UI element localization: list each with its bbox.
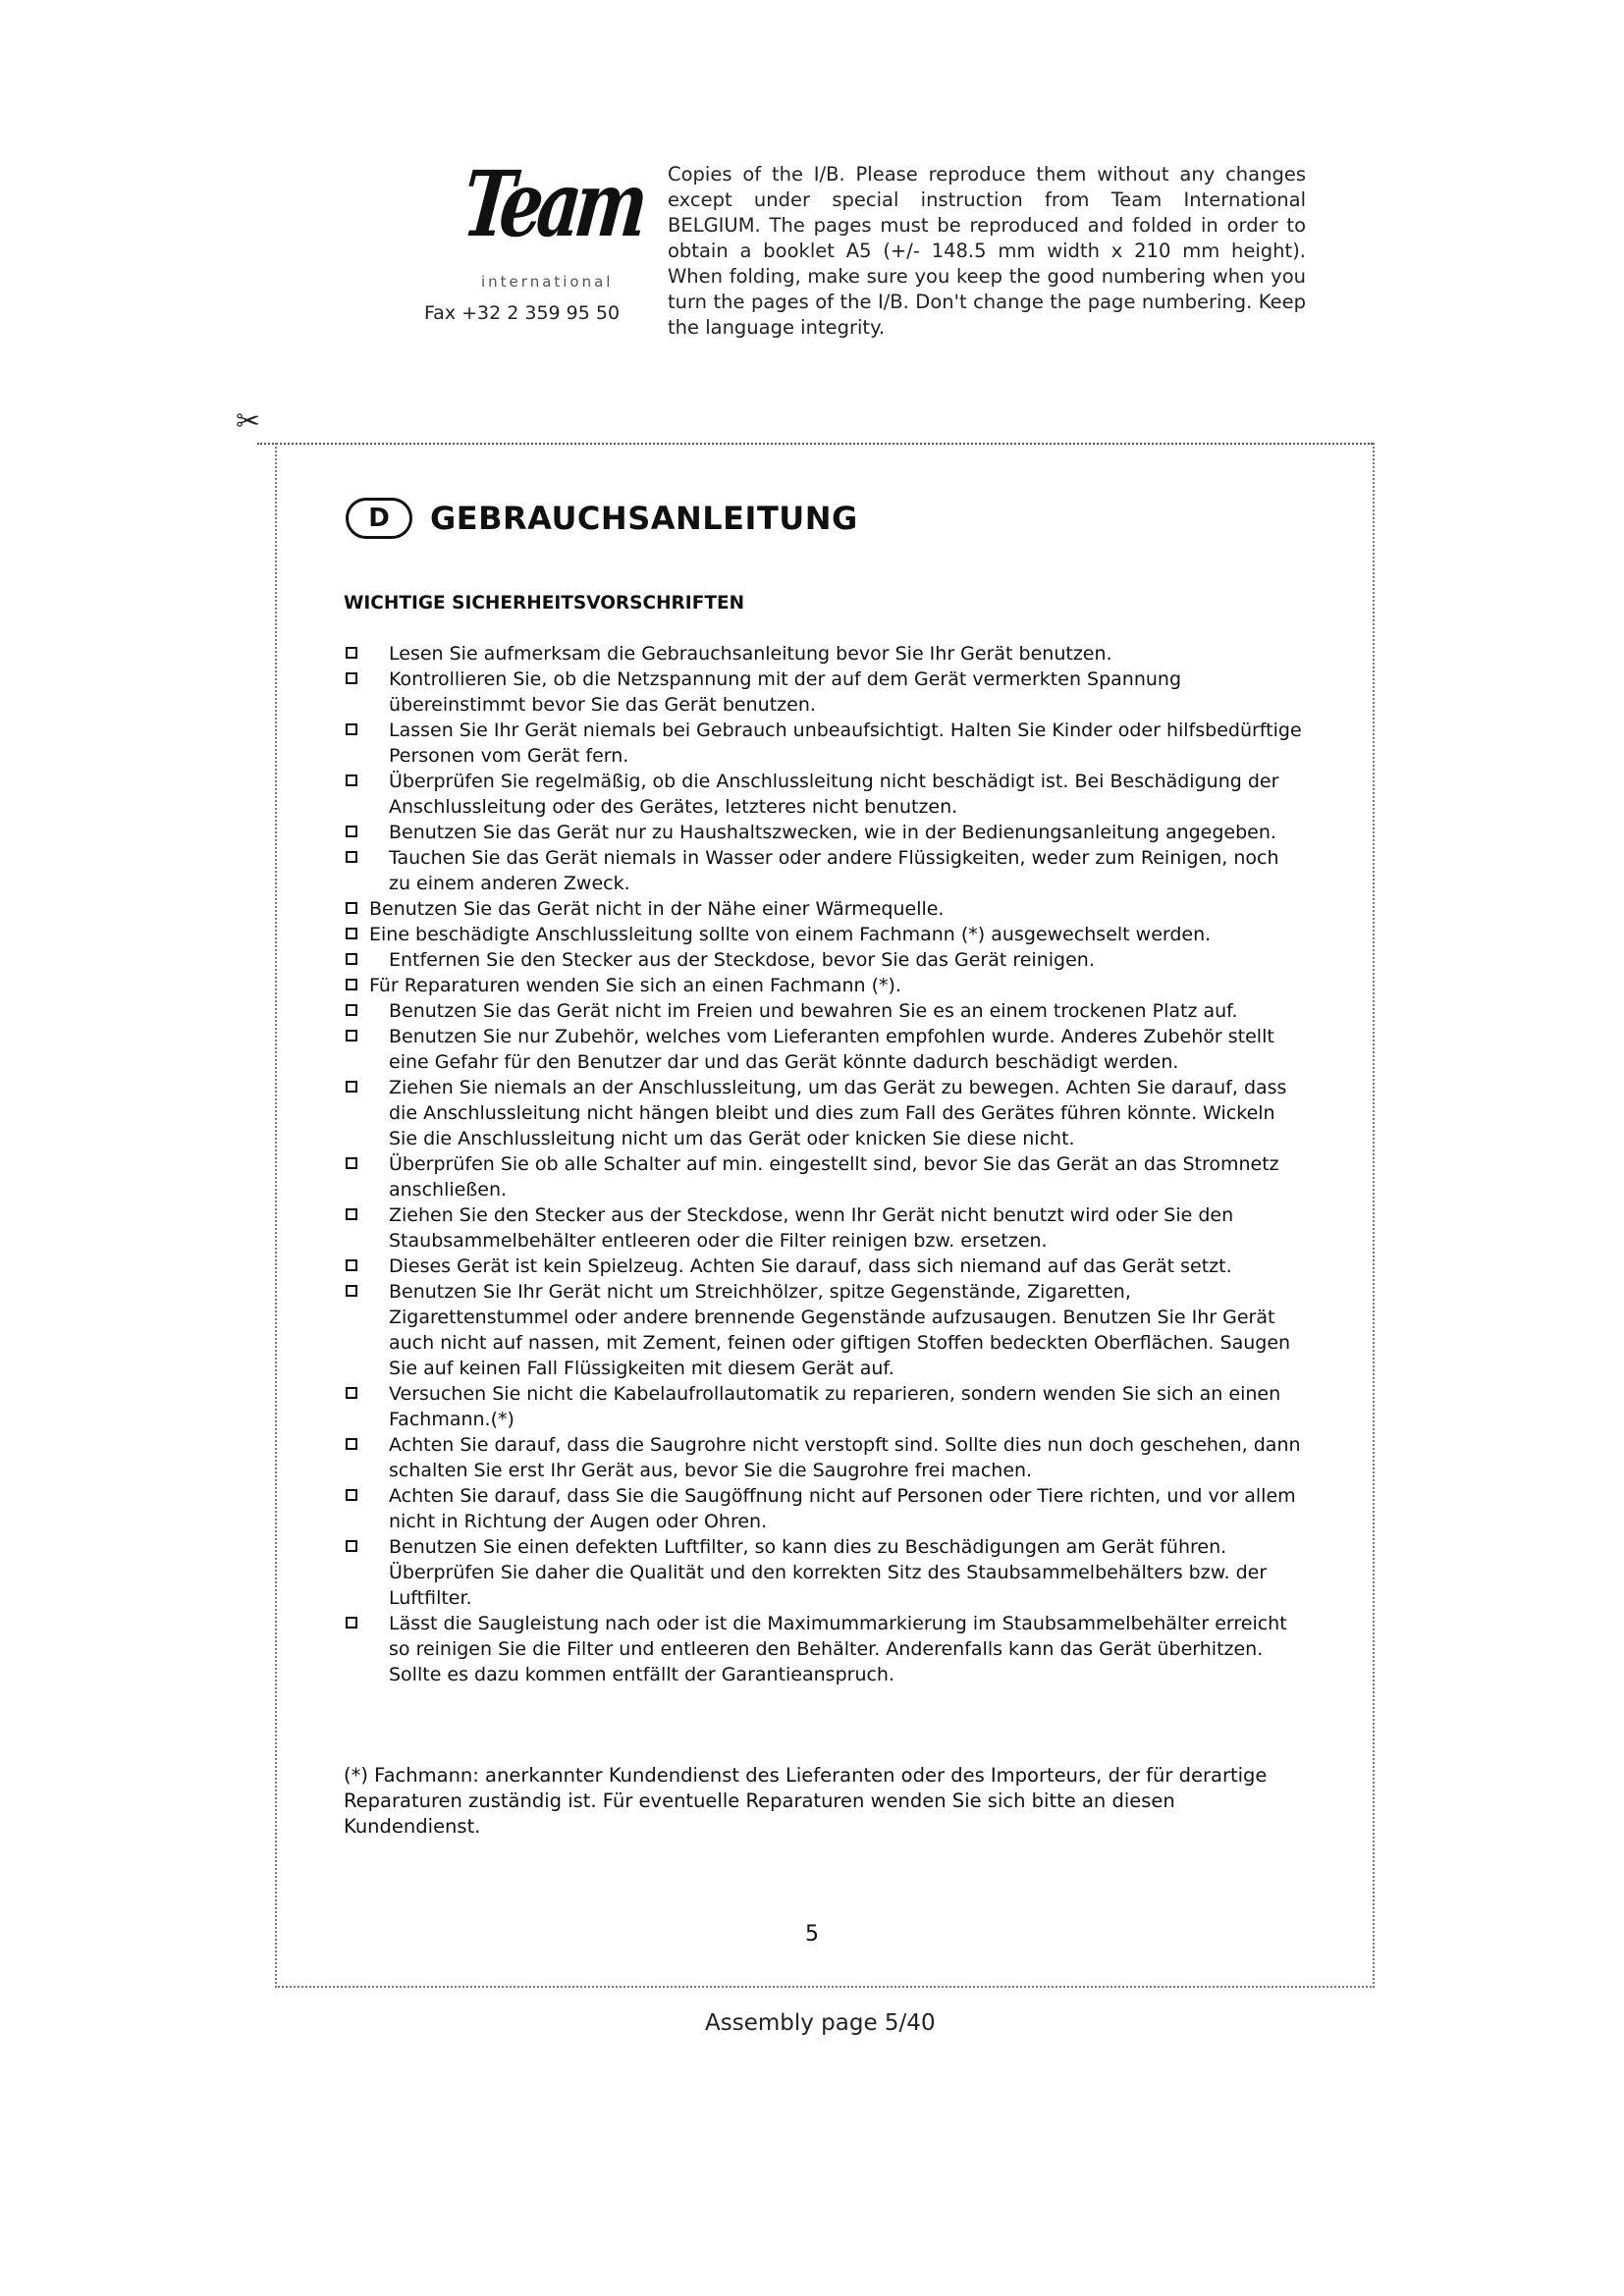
rule-text: Benutzen Sie Ihr Gerät nicht um Streichhölzer, spitze Gegenstände, Zigaretten, Zigarettenstummel oder andere brennende Gegenstände aufzusaugen. Benutzen Sie Ihr Gerät auch nicht auf nassen, mit Zement, feinen oder giftigen Stoffen bedeckten Oberflächen. Saugen Sie auf keinen Fall Flüssigkeiten mit diesem Gerät auf. [389, 1281, 1291, 1379]
page-number: 5 [805, 1922, 819, 1947]
checkbox-bullet-icon [346, 672, 357, 684]
checkbox-bullet-icon [346, 953, 357, 965]
rule-text: Achten Sie darauf, dass die Saugrohre nicht verstopft sind. Sollte dies nun doch geschehen, dann schalten Sie erst Ihr Gerät aus, bevor Sie die Saugrohre frei machen. [389, 1434, 1301, 1481]
section-title: WICHTIGE SICHERHEITSVORSCHRIFTEN [344, 593, 745, 614]
rule-item [344, 1024, 1306, 1075]
rule-item [344, 667, 1306, 718]
rule-item [344, 718, 1306, 769]
assembly-page-label: Assembly page 5/40 [705, 2010, 936, 2036]
rule-text: Eine beschädigte Anschlussleitung sollte von einem Fachmann (*) ausgewechselt werden. [369, 924, 1212, 945]
rule-item [344, 947, 1306, 973]
rule-item [344, 1381, 1306, 1432]
rule-item [344, 641, 1306, 667]
rule-text: Lassen Sie Ihr Gerät niemals bei Gebrauch unbeaufsichtigt. Halten Sie Kinder oder hilfsbedürftige Personen vom Gerät fern. [389, 720, 1302, 767]
rule-item [344, 1611, 1306, 1687]
rule-item [344, 973, 1306, 998]
checkbox-bullet-icon [346, 774, 357, 786]
rule-text: Versuchen Sie nicht die Kabelaufrollautomatik zu reparieren, sondern wenden Sie sich an einen Fachmann.(*) [389, 1383, 1281, 1430]
rule-item [344, 922, 1306, 947]
checkbox-bullet-icon [346, 826, 357, 837]
rule-item [344, 769, 1306, 820]
rule-item [344, 1151, 1306, 1202]
checkbox-bullet-icon [346, 723, 357, 735]
fax-number: Fax +32 2 359 95 50 [424, 302, 621, 324]
checkbox-bullet-icon [346, 1617, 357, 1629]
checkbox-bullet-icon [346, 1157, 357, 1169]
checkbox-bullet-icon [346, 1540, 357, 1552]
rule-text: Kontrollieren Sie, ob die Netzspannung mit der auf dem Gerät vermerkten Spannung übereinstimmt bevor Sie das Gerät benutzen. [389, 668, 1182, 716]
rule-text: Achten Sie darauf, dass Sie die Saugöffnung nicht auf Personen oder Tiere richten, und vor allem nicht in Richtung der Augen oder Ohren. [389, 1485, 1296, 1532]
reproduction-notice: Copies of the I/B. Please reproduce them without any changes except under special instruction from Team International BELGIUM. The pages must be reproduced and folded in order to obtain a booklet A5 (+/- 148.5 mm width x 210 mm height). When folding, make sure you keep the good numbering when you turn the pages of the I/B. Don't change the page numbering. Keep the language integrity. [668, 163, 1306, 339]
checkbox-bullet-icon [346, 902, 357, 914]
rule-text: Lässt die Saugleistung nach oder ist die Maximummarkierung im Staubsammelbehälter erreicht so reinigen Sie die Filter und entleeren den Behälter. Anderenfalls kann das Gerät überhitzen. Sollte es dazu kommen entfällt der Garantieanspruch. [389, 1613, 1287, 1685]
checkbox-bullet-icon [346, 1387, 357, 1399]
logo-wordmark: Team [458, 151, 648, 257]
checkbox-bullet-icon [346, 1489, 357, 1501]
rule-text: Benutzen Sie einen defekten Luftfilter, so kann dies zu Beschädigungen am Gerät führen. Überprüfen Sie daher die Qualität und den korrekten Sitz des Staubsammelbehälters bzw. der Luftfilter. [389, 1536, 1268, 1609]
checkbox-bullet-icon [346, 1285, 357, 1297]
checkbox-bullet-icon [346, 979, 357, 990]
checkbox-bullet-icon [346, 1438, 357, 1450]
language-badge: D [346, 498, 412, 539]
checkbox-bullet-icon [346, 1030, 357, 1041]
rule-text: Überprüfen Sie regelmäßig, ob die Anschlussleitung nicht beschädigt ist. Bei Beschädigung der Anschlussleitung oder des Gerätes, letzteres nicht benutzen. [389, 771, 1279, 818]
rule-item [344, 998, 1306, 1024]
rule-item [344, 1075, 1306, 1151]
rule-text: Ziehen Sie niemals an der Anschlussleitung, um das Gerät zu bewegen. Achten Sie darauf, dass die Anschlussleitung nicht hängen bleibt und dies zum Fall des Gerätes führen könnte. Wickeln Sie die Anschlussleitung nicht um das Gerät oder knicken Sie diese nicht. [389, 1077, 1287, 1149]
document-title: GEBRAUCHSANLEITUNG [430, 500, 858, 537]
footnote: (*) Fachmann: anerkannter Kundendienst des Lieferanten oder des Importeurs, der für derartige Reparaturen zuständig ist. Für eventuelle Reparaturen wenden Sie sich bitte an diesen Kundendienst. [344, 1764, 1268, 1838]
rule-item [344, 1432, 1306, 1483]
checkbox-bullet-icon [346, 1004, 357, 1016]
checkbox-bullet-icon [346, 851, 357, 863]
checkbox-bullet-icon [346, 1081, 357, 1093]
rule-item [344, 1534, 1306, 1611]
rule-item [344, 1279, 1306, 1381]
rule-text: Entfernen Sie den Stecker aus der Steckdose, bevor Sie das Gerät reinigen. [389, 949, 1095, 971]
scissors-icon: ✂ [236, 404, 261, 439]
checkbox-bullet-icon [346, 647, 357, 659]
team-logo [452, 151, 648, 294]
rule-text: Benutzen Sie das Gerät nur zu Haushaltszwecken, wie in der Bedienungsanleitung angegeben. [389, 822, 1276, 843]
rule-text: Überprüfen Sie ob alle Schalter auf min. eingestellt sind, bevor Sie das Gerät an das Stromnetz anschließen. [389, 1153, 1279, 1201]
rule-text: Tauchen Sie das Gerät niemals in Wasser oder andere Flüssigkeiten, weder zum Reinigen, noch zu einem anderen Zweck. [389, 847, 1279, 894]
rule-text: Benutzen Sie nur Zubehör, welches vom Lieferanten empfohlen wurde. Anderes Zubehör stellt eine Gefahr für den Benutzer dar und das Gerät könnte dadurch beschädigt werden. [389, 1026, 1274, 1073]
rule-text: Ziehen Sie den Stecker aus der Steckdose, wenn Ihr Gerät nicht benutzt wird oder Sie den Staubsammelbehälter entleeren oder die Filter reinigen bzw. ersetzen. [389, 1204, 1234, 1252]
rule-text: Benutzen Sie das Gerät nicht im Freien und bewahren Sie es an einem trockenen Platz auf. [389, 1000, 1238, 1022]
rule-text: Dieses Gerät ist kein Spielzeug. Achten Sie darauf, dass sich niemand auf das Gerät setzt. [389, 1255, 1232, 1277]
rule-item [344, 845, 1306, 896]
rule-item [344, 1254, 1306, 1279]
rule-text: Lesen Sie aufmerksam die Gebrauchsanleitung bevor Sie Ihr Gerät benutzen. [389, 643, 1112, 665]
checkbox-bullet-icon [346, 1259, 357, 1271]
rule-text: Für Reparaturen wenden Sie sich an einen Fachmann (*). [369, 975, 901, 996]
rule-item [344, 896, 1306, 922]
logo-subtitle: international [481, 273, 614, 291]
rule-text: Benutzen Sie das Gerät nicht in der Nähe einer Wärmequelle. [369, 898, 945, 920]
document-heading [346, 494, 858, 543]
checkbox-bullet-icon [346, 928, 357, 939]
rule-item [344, 820, 1306, 845]
rule-item [344, 1202, 1306, 1254]
rule-item [344, 1483, 1306, 1534]
safety-rules-list [344, 641, 1306, 1687]
checkbox-bullet-icon [346, 1208, 357, 1220]
